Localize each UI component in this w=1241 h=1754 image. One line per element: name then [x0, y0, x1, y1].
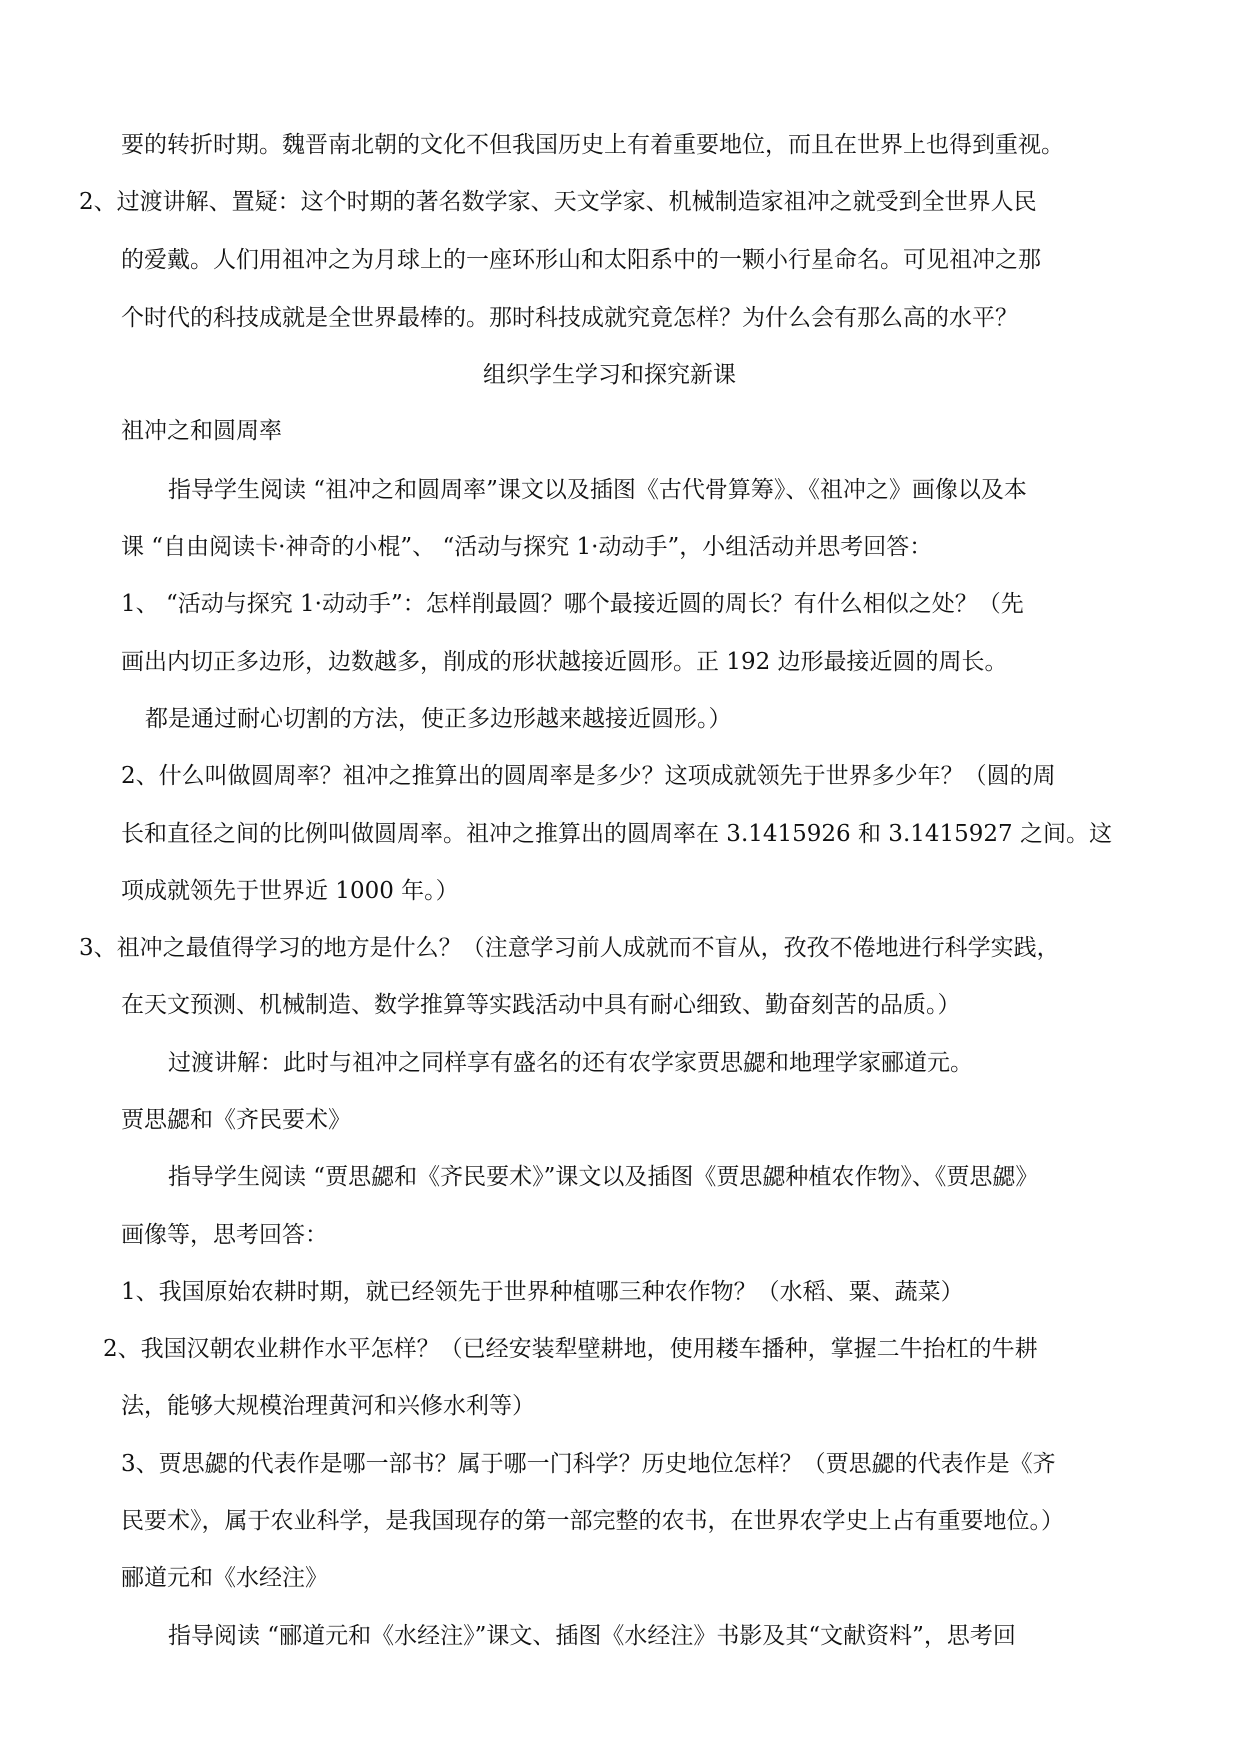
paragraph-line: 民要术》，属于农业科学，是我国现存的第一部完整的农书，在世界农学史上占有重要地位。） [121, 1508, 1064, 1534]
paragraph-line: 的爱戴。人们用祖冲之为月球上的一座环形山和太阳系中的一颗小行星命名。可见祖冲之那 [121, 247, 1041, 273]
paragraph-line: 过渡讲解：此时与祖冲之同样享有盛名的还有农学家贾思勰和地理学家郦道元。 [168, 1050, 973, 1076]
paragraph-line: 项成就领先于世界近 1000 年。） [121, 878, 459, 904]
paragraph-line: 1、 “活动与探究 1·动动手”：怎样削最圆？哪个最接近圆的周长？有什么相似之处？（先 [121, 591, 1024, 617]
paragraph-line: 指导学生阅读 “祖冲之和圆周率”课文以及插图《古代骨算筹》、《祖冲之》画像以及本 [168, 477, 1027, 503]
paragraph-line: 都是通过耐心切割的方法，使正多边形越来越接近圆形。） [145, 706, 732, 732]
subsection-heading: 郦道元和《水经注》 [121, 1565, 328, 1591]
paragraph-line: 2、我国汉朝农业耕作水平怎样？（已经安装犁壁耕地，使用耧车播种，掌握二牛抬杠的牛耕 [103, 1336, 1038, 1362]
paragraph-line: 1、我国原始农耕时期，就已经领先于世界种植哪三种农作物？（水稻、粟、蔬菜） [121, 1279, 964, 1305]
paragraph-line: 课 “自由阅读卡·神奇的小棍”、 “活动与探究 1·动动手”，小组活动并思考回答： [121, 534, 933, 560]
paragraph-line: 指导学生阅读 “贾思勰和《齐民要术》”课文以及插图《贾思勰种植农作物》、《贾思勰》 [168, 1164, 1039, 1190]
subsection-heading: 贾思勰和《齐民要术》 [121, 1107, 351, 1133]
paragraph-line: 指导阅读 “郦道元和《水经注》”课文、插图《水经注》书影及其“文献资料”，思考回 [168, 1623, 1016, 1649]
paragraph-line: 长和直径之间的比例叫做圆周率。祖冲之推算出的圆周率在 3.1415926 和 3.1415927 之间。这 [121, 821, 1112, 847]
paragraph-line: 2、过渡讲解、置疑：这个时期的著名数学家、天文学家、机械制造家祖冲之就受到全世界人民 [79, 189, 1037, 215]
paragraph-line: 法，能够大规模治理黄河和兴修水利等） [121, 1393, 535, 1419]
paragraph-line: 个时代的科技成就是全世界最棒的。那时科技成就究竟怎样？为什么会有那么高的水平？ [121, 305, 1018, 331]
paragraph-line: 画像等，思考回答： [121, 1222, 328, 1248]
paragraph-line: 要的转折时期。魏晋南北朝的文化不但我国历史上有着重要地位，而且在世界上也得到重视。 [121, 132, 1064, 158]
subsection-heading: 祖冲之和圆周率 [121, 418, 282, 444]
paragraph-line: 3、祖冲之最值得学习的地方是什么？（注意学习前人成就而不盲从，孜孜不倦地进行科学实践， [79, 935, 1060, 961]
paragraph-line: 在天文预测、机械制造、数学推算等实践活动中具有耐心细致、勤奋刻苦的品质。） [121, 992, 961, 1018]
section-heading: 组织学生学习和探究新课 [483, 362, 736, 388]
paragraph-line: 画出内切正多边形，边数越多，削成的形状越接近圆形。正 192 边形最接近圆的周长。 [121, 649, 1008, 675]
paragraph-line: 2、什么叫做圆周率？祖冲之推算出的圆周率是多少？这项成就领先于世界多少年？（圆的周 [121, 763, 1056, 789]
paragraph-line: 3、贾思勰的代表作是哪一部书？属于哪一门科学？历史地位怎样？（贾思勰的代表作是《齐 [121, 1451, 1056, 1477]
